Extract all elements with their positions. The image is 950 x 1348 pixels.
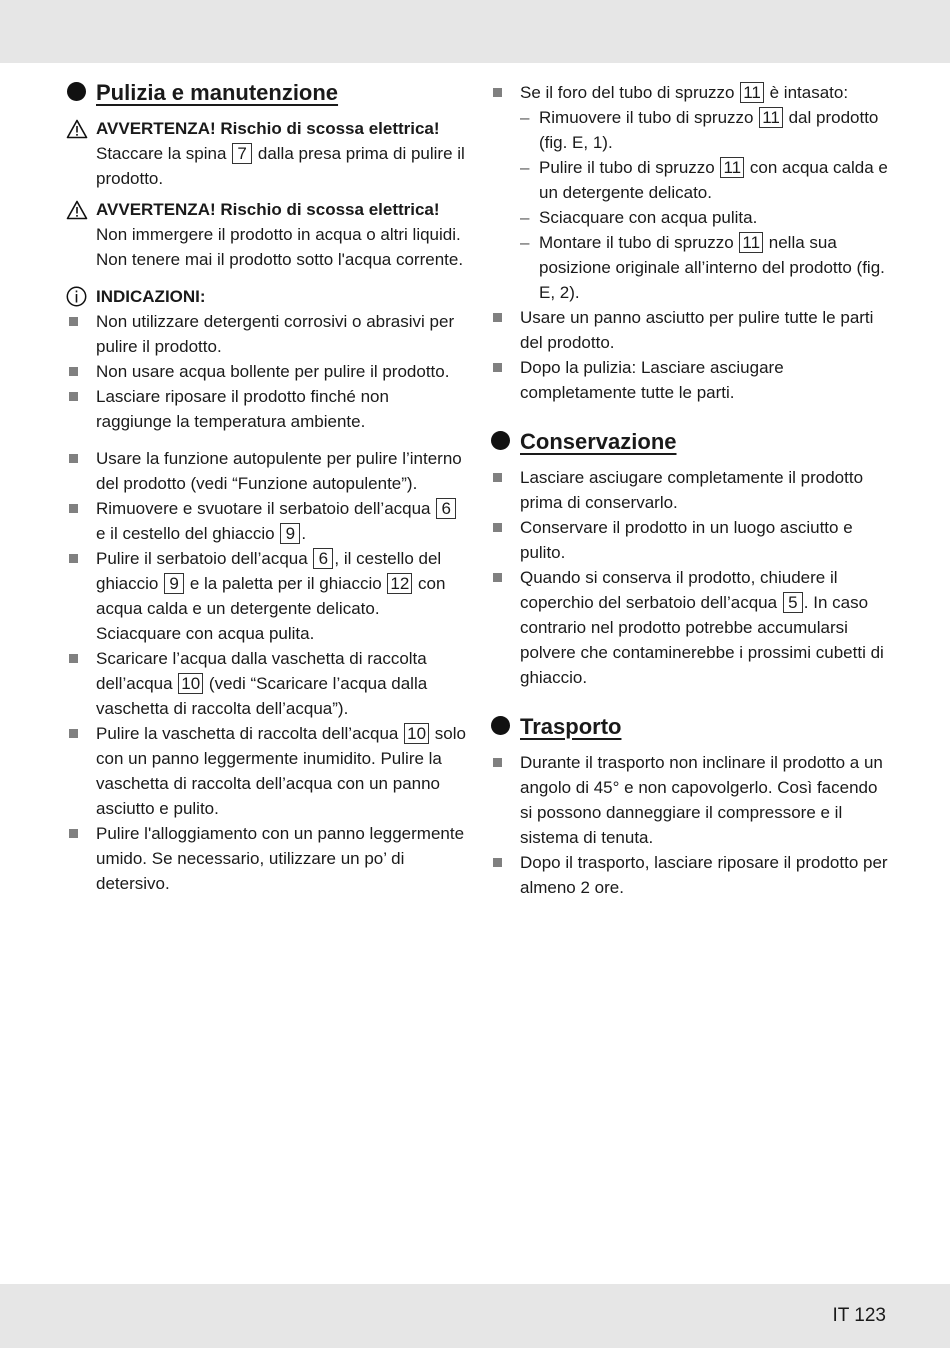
warning-text: Non immergere il prodotto in acqua o altri liquidi. Non tenere mai il prodotto sotto l'acqua corrente. bbox=[96, 225, 464, 269]
square-bullet-icon bbox=[69, 729, 78, 738]
square-bullet-icon bbox=[69, 317, 78, 326]
square-bullet-icon bbox=[493, 363, 502, 372]
warning-triangle-icon bbox=[66, 200, 88, 220]
list-item bbox=[66, 309, 466, 359]
list-item-text: nella sua posizione originale all’interno del prodotto (fig. E, 2). bbox=[539, 233, 885, 302]
section-title: Trasporto bbox=[520, 714, 622, 739]
list-item bbox=[490, 850, 890, 900]
square-bullet-icon bbox=[493, 313, 502, 322]
list-item-text: Quando si conserva il prodotto, chiudere il coperchio del serbatoio dell’acqua bbox=[520, 568, 838, 612]
list-item-text: Pulire il serbatoio dell’acqua bbox=[96, 549, 313, 568]
sub-list-item bbox=[490, 205, 890, 230]
list-item bbox=[490, 305, 890, 355]
list-item-text: Non utilizzare detergenti corrosivi o abrasivi per pulire il prodotto. bbox=[96, 312, 455, 356]
list-item bbox=[490, 465, 890, 515]
list-item-text: Se il foro del tubo di spruzzo bbox=[520, 83, 740, 102]
footer-band bbox=[0, 1284, 950, 1348]
square-bullet-icon bbox=[69, 829, 78, 838]
list-item-text: è intasato: bbox=[764, 83, 849, 102]
warning-block bbox=[66, 197, 466, 272]
list-item-text: Lasciare asciugare completamente il prodotto prima di conservarlo. bbox=[520, 468, 864, 512]
ref-number: 7 bbox=[232, 143, 252, 164]
square-bullet-icon bbox=[69, 367, 78, 376]
list-item bbox=[66, 446, 466, 496]
list-item-text: solo con un panno leggermente inumidito. Pulire la vaschetta di raccolta dell’acqua con un panno asciutto e pulito. bbox=[96, 724, 466, 818]
spacer bbox=[490, 690, 890, 714]
sub-list-item bbox=[490, 155, 890, 205]
square-bullet-icon bbox=[493, 88, 502, 97]
ref-number: 10 bbox=[178, 673, 203, 694]
list-item-text: Dopo il trasporto, lasciare riposare il prodotto per almeno 2 ore. bbox=[520, 853, 888, 897]
list-item-text: Lasciare riposare il prodotto finché non raggiunge la temperatura ambiente. bbox=[96, 387, 389, 431]
header-band bbox=[0, 0, 950, 63]
square-bullet-icon bbox=[493, 473, 502, 482]
ref-number: 11 bbox=[740, 82, 764, 103]
list-item-text: e il cestello del ghiaccio bbox=[96, 524, 280, 543]
list-item bbox=[490, 515, 890, 565]
square-bullet-icon bbox=[493, 758, 502, 767]
list-item-text: dal prodotto (fig. E, 1). bbox=[539, 108, 879, 152]
left-column bbox=[66, 80, 466, 896]
square-bullet-icon bbox=[493, 523, 502, 532]
list-item-text: (vedi “Scaricare l’acqua dalla vaschetta di raccolta dell’acqua”). bbox=[96, 674, 428, 718]
square-bullet-icon bbox=[69, 454, 78, 463]
dash-bullet: – bbox=[520, 233, 530, 252]
ref-number: 11 bbox=[739, 232, 763, 253]
square-bullet-icon bbox=[69, 554, 78, 563]
list-item-text: Scaricare l’acqua dalla vaschetta di raccolta dell’acqua bbox=[96, 649, 427, 693]
ref-number: 6 bbox=[436, 498, 456, 519]
bullet-dot-icon bbox=[491, 716, 510, 735]
list-item bbox=[66, 821, 466, 896]
list-item bbox=[66, 359, 466, 384]
list-item-text: Sciacquare con acqua pulita. bbox=[539, 208, 758, 227]
ref-number: 12 bbox=[387, 573, 412, 594]
list-item bbox=[66, 384, 466, 434]
spacer bbox=[66, 434, 466, 446]
list-item bbox=[66, 546, 466, 646]
list-item-text: con acqua calda e un detergente delicato. Sciacquare con acqua pulita. bbox=[96, 574, 446, 643]
list-item bbox=[490, 355, 890, 405]
square-bullet-icon bbox=[69, 654, 78, 663]
warning-block bbox=[66, 116, 466, 191]
list-item-text: Rimuovere e svuotare il serbatoio dell’acqua bbox=[96, 499, 436, 518]
warning-triangle-icon bbox=[66, 119, 88, 139]
section-title: Pulizia e manutenzione bbox=[96, 80, 339, 105]
dash-bullet: – bbox=[520, 108, 530, 127]
ref-number: 11 bbox=[759, 107, 783, 128]
list-item-text: Montare il tubo di spruzzo bbox=[539, 233, 739, 252]
list-item-text: Pulire il tubo di spruzzo bbox=[539, 158, 720, 177]
list-item-text: Conservare il prodotto in un luogo asciutto e pulito. bbox=[520, 518, 853, 562]
warning-text: dalla presa prima di pulire il prodotto. bbox=[96, 144, 465, 188]
bullet-dot-icon bbox=[491, 431, 510, 450]
ref-number: 9 bbox=[280, 523, 300, 544]
list-item-text: Rimuovere il tubo di spruzzo bbox=[539, 108, 759, 127]
list-item-text: Pulire l'alloggiamento con un panno leggermente umido. Se necessario, utilizzare un po’ di detersivo. bbox=[96, 824, 465, 893]
warning-lead: AVVERTENZA! Rischio di scossa elettrica! bbox=[96, 200, 440, 219]
square-bullet-icon bbox=[493, 573, 502, 582]
info-icon bbox=[66, 286, 87, 307]
right-column bbox=[490, 80, 890, 900]
square-bullet-icon bbox=[493, 858, 502, 867]
list-item-text: Usare la funzione autopulente per pulire l’interno del prodotto (vedi “Funzione autopulente”). bbox=[96, 449, 462, 493]
notes-title: INDICAZIONI: bbox=[96, 287, 206, 306]
list-item-text: . bbox=[301, 524, 307, 543]
list-item-text: con acqua calda e un detergente delicato. bbox=[539, 158, 888, 202]
list-item bbox=[66, 496, 466, 546]
section-title: Conservazione bbox=[520, 429, 677, 454]
ref-number: 6 bbox=[313, 548, 333, 569]
section-heading-trasporto bbox=[490, 714, 890, 740]
warning-text: Staccare la spina bbox=[96, 144, 232, 163]
list-item bbox=[66, 721, 466, 821]
list-item-text: . In caso contrario nel prodotto potrebbe accumularsi polvere che contaminerebbe i prossimi cubetti di ghiaccio. bbox=[520, 593, 884, 687]
dash-bullet: – bbox=[520, 208, 530, 227]
list-item-text: Usare un panno asciutto per pulire tutte le parti del prodotto. bbox=[520, 308, 874, 352]
list-item bbox=[66, 646, 466, 721]
list-item-text: Pulire la vaschetta di raccolta dell’acqua bbox=[96, 724, 404, 743]
list-item-text: Dopo la pulizia: Lasciare asciugare completamente tutte le parti. bbox=[520, 358, 784, 402]
section-heading-conservazione bbox=[490, 429, 890, 455]
page-number: IT 123 bbox=[832, 1305, 886, 1326]
list-item-text: , il cestello del ghiaccio bbox=[96, 549, 442, 593]
list-item-text: Non usare acqua bollente per pulire il prodotto. bbox=[96, 362, 450, 381]
spacer bbox=[490, 405, 890, 429]
bullet-dot-icon bbox=[67, 82, 86, 101]
warning-lead: AVVERTENZA! Rischio di scossa elettrica! bbox=[96, 119, 440, 138]
section-heading-pulizia bbox=[66, 80, 466, 106]
list-item bbox=[490, 80, 890, 105]
ref-number: 5 bbox=[783, 592, 803, 613]
dash-bullet: – bbox=[520, 158, 530, 177]
list-item-text: e la paletta per il ghiaccio bbox=[185, 574, 387, 593]
square-bullet-icon bbox=[69, 504, 78, 513]
ref-number: 11 bbox=[720, 157, 744, 178]
ref-number: 9 bbox=[164, 573, 184, 594]
list-item-text: Durante il trasporto non inclinare il prodotto a un angolo di 45° e non capovolgerlo. Così facendo si possono danneggiare il compressore e il sistema di tenuta. bbox=[520, 753, 883, 847]
ref-number: 10 bbox=[404, 723, 429, 744]
sub-list-item bbox=[490, 105, 890, 155]
sub-list-item bbox=[490, 230, 890, 305]
list-item bbox=[490, 750, 890, 850]
list-item bbox=[490, 565, 890, 690]
square-bullet-icon bbox=[69, 392, 78, 401]
notes-heading bbox=[66, 284, 466, 309]
